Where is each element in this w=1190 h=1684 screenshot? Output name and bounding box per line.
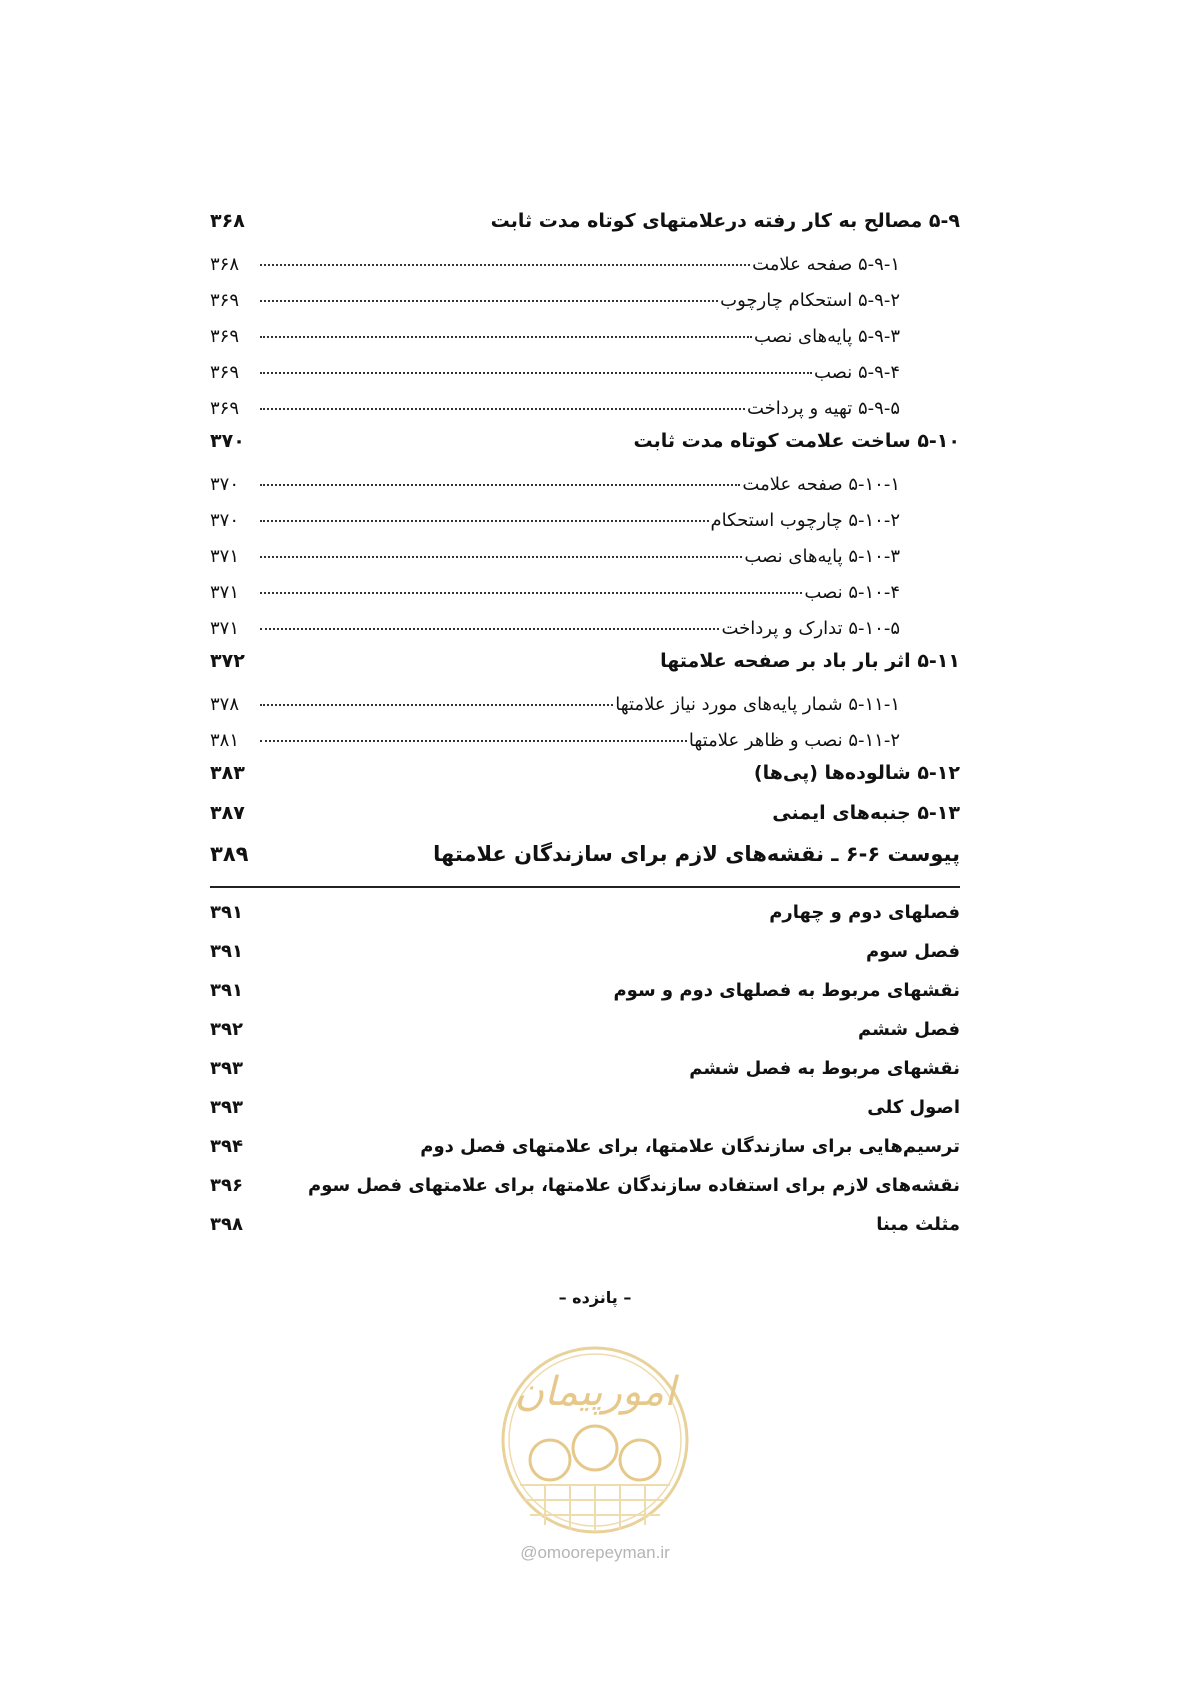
toc-entry-title: فصل ششم xyxy=(858,1019,960,1040)
toc-page-number: ۳۶۹ xyxy=(210,397,240,419)
toc-subentry xyxy=(210,470,960,506)
toc-page-number: ۳۷۱ xyxy=(210,545,240,567)
dot-leader xyxy=(260,578,802,598)
toc-entry-title: ۵-۱۱-۱ شمار پایه‌های مورد نیاز علامتها xyxy=(615,693,900,715)
toc-entry xyxy=(210,980,960,1019)
toc-entry-title: نقشهای مربوط به فصلهای دوم و سوم xyxy=(613,980,960,1001)
dot-leader xyxy=(260,394,745,414)
toc-page-number: ۳۶۸ xyxy=(210,210,245,232)
toc-appendix-heading xyxy=(210,842,960,888)
toc-page-number: ۳۹۱ xyxy=(210,941,243,962)
toc-page-number: ۳۶۹ xyxy=(210,325,240,347)
toc-entry xyxy=(210,210,960,250)
dot-leader xyxy=(260,614,719,634)
toc-entry xyxy=(210,430,960,470)
toc-entry-title: ۵-۹-۵ تهیه و پرداخت xyxy=(746,397,900,419)
toc-entry-title: ۵-۱۱-۲ نصب و ظاهر علامتها xyxy=(688,729,900,751)
toc-page-number: ۳۷۰ xyxy=(210,473,240,495)
table-of-contents xyxy=(210,210,960,1253)
toc-entry-title: نقشه‌های لازم برای استفاده سازندگان علامتها، برای علامتهای فصل سوم xyxy=(308,1175,960,1196)
toc-page-number: ۳۶۸ xyxy=(210,253,240,275)
toc-subentry xyxy=(210,358,960,394)
toc-subentry xyxy=(210,506,960,542)
toc-entry-title: ۵-۹-۴ نصب xyxy=(813,361,900,383)
page-number-footer: – پانزده – xyxy=(558,1288,632,1307)
toc-entry xyxy=(210,762,960,802)
dot-leader xyxy=(260,250,750,270)
watermark-seal-icon xyxy=(495,1330,695,1570)
toc-page-number: ۳۹۳ xyxy=(210,1058,243,1079)
toc-entry-title: ۵-۱۳ جنبه‌های ایمنی xyxy=(772,802,960,824)
toc-page-number: ۳۹۱ xyxy=(210,980,243,1001)
toc-page-number: ۳۷۱ xyxy=(210,581,240,603)
toc-entry xyxy=(210,1058,960,1097)
toc-entry xyxy=(210,1019,960,1058)
toc-entry-title: ۵-۱۰ ساخت علامت کوتاه مدت ثابت xyxy=(633,430,960,452)
toc-subentry xyxy=(210,286,960,322)
toc-entry-title: فصلهای دوم و چهارم xyxy=(769,902,960,923)
dot-leader xyxy=(260,286,718,306)
dot-leader xyxy=(260,358,812,378)
toc-entry xyxy=(210,1136,960,1175)
toc-entry-title: ۵-۱۰-۴ نصب xyxy=(804,581,900,603)
toc-entry xyxy=(210,1175,960,1214)
toc-entry xyxy=(210,1214,960,1253)
toc-page-number: ۳۷۲ xyxy=(210,650,245,672)
toc-page-number: ۳۷۸ xyxy=(210,693,240,715)
dot-leader xyxy=(260,726,687,746)
toc-page-number: ۳۸۹ xyxy=(210,842,249,866)
toc-entry-title: ۵-۱۰-۳ پایه‌های نصب xyxy=(744,545,900,567)
toc-page-number: ۳۹۲ xyxy=(210,1019,243,1040)
toc-entry-title: ترسیم‌هایی برای سازندگان علامتها، برای علامتهای فصل دوم xyxy=(420,1136,960,1157)
toc-page-number: ۳۹۱ xyxy=(210,902,243,923)
toc-entry-title: فصل سوم xyxy=(865,941,960,962)
toc-page-number: ۳۸۷ xyxy=(210,802,245,824)
toc-subentry xyxy=(210,394,960,430)
toc-entry-title: نقشهای مربوط به فصل ششم xyxy=(689,1058,960,1079)
toc-entry-title: اصول کلی xyxy=(867,1097,960,1118)
toc-entry-title: ۵-۱۰-۲ چارچوب استحکام xyxy=(710,509,900,531)
toc-entry-title: ۵-۱۲ شالوده‌ها (پی‌ها) xyxy=(753,762,960,784)
toc-page-number: ۳۶۹ xyxy=(210,289,240,311)
toc-entry-title: مثلث مبنا xyxy=(876,1214,960,1235)
toc-page-number: ۳۸۳ xyxy=(210,762,245,784)
toc-entry xyxy=(210,650,960,690)
toc-subentry xyxy=(210,250,960,286)
toc-entry-title: ۵-۱۱ اثر بار باد بر صفحه علامتها xyxy=(660,650,960,672)
toc-entry xyxy=(210,902,960,941)
toc-entry-title: ۵-۱۰-۱ صفحه علامت xyxy=(742,473,900,495)
toc-page-number: ۳۹۶ xyxy=(210,1175,243,1196)
toc-page-number: ۳۷۱ xyxy=(210,617,240,639)
dot-leader xyxy=(260,690,613,710)
toc-entry xyxy=(210,802,960,842)
toc-page-number: ۳۹۸ xyxy=(210,1214,243,1235)
toc-entry-title: ۵-۹-۳ پایه‌های نصب xyxy=(754,325,900,347)
dot-leader xyxy=(260,322,752,342)
dot-leader xyxy=(260,542,742,562)
toc-subentry xyxy=(210,578,960,614)
toc-subentry xyxy=(210,690,960,726)
toc-entry-title: ۵-۹-۲ استحکام چارچوب xyxy=(720,289,900,311)
dot-leader xyxy=(260,506,709,526)
toc-subentry xyxy=(210,614,960,650)
toc-entry xyxy=(210,941,960,980)
toc-page-number: ۳۹۳ xyxy=(210,1097,243,1118)
toc-subentry xyxy=(210,726,960,762)
toc-page-number: ۳۶۹ xyxy=(210,361,240,383)
toc-entry xyxy=(210,1097,960,1136)
toc-entry-title: ۵-۱۰-۵ تدارک و پرداخت xyxy=(721,617,900,639)
toc-page-number: ۳۸۱ xyxy=(210,729,240,751)
toc-subentry xyxy=(210,542,960,578)
toc-entry-title: پیوست ۶-۶ ـ نقشه‌های لازم برای سازندگان علامتها xyxy=(433,842,960,866)
toc-entry-title: ۵-۹-۱ صفحه علامت xyxy=(752,253,900,275)
dot-leader xyxy=(260,470,740,490)
seal-logo-text: امورپیمان xyxy=(514,1369,676,1415)
toc-page-number: ۳۷۰ xyxy=(210,430,245,452)
toc-entry-title: ۵-۹ مصالح به کار رفته درعلامتهای کوتاه مدت ثابت xyxy=(490,210,960,232)
watermark-website-text: @omoorepeyman.ir xyxy=(520,1543,670,1562)
toc-page-number: ۳۷۰ xyxy=(210,509,240,531)
toc-subentry xyxy=(210,322,960,358)
toc-page-number: ۳۹۴ xyxy=(210,1136,243,1157)
